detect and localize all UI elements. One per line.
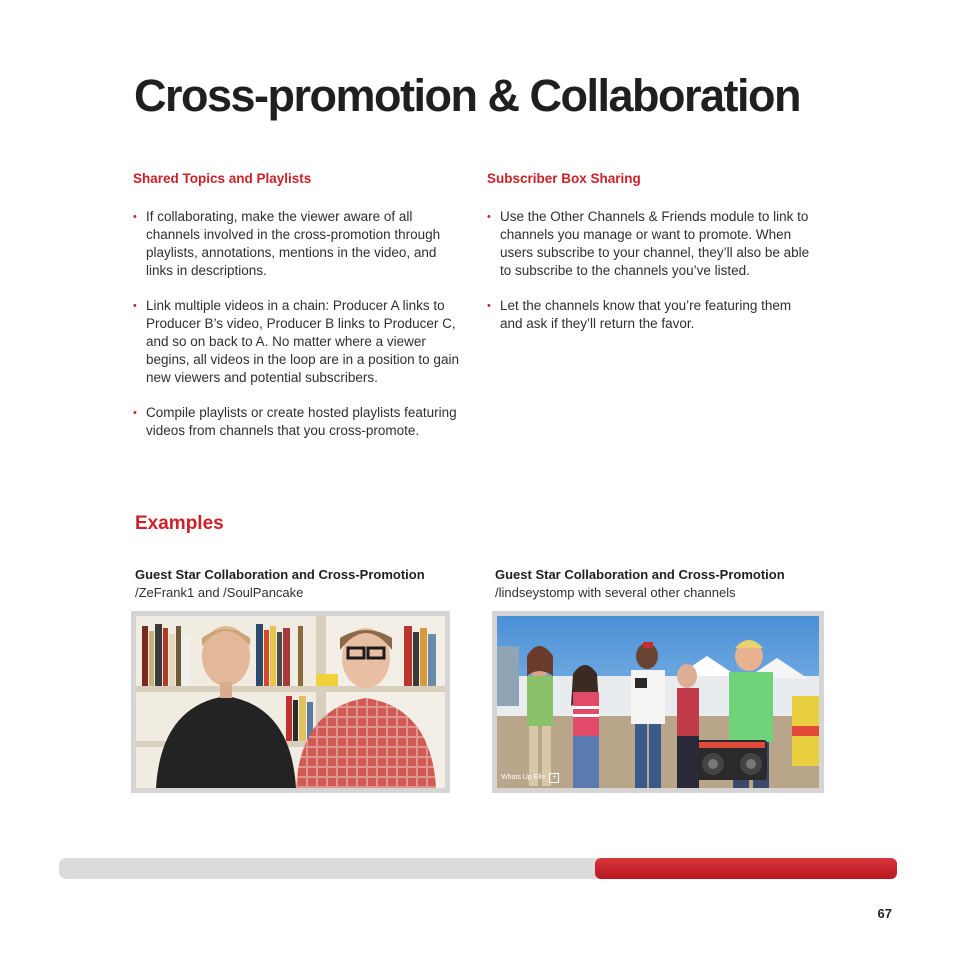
list-item bbox=[487, 208, 817, 280]
video-thumbnail-zefrank-soulpancake[interactable] bbox=[136, 616, 445, 788]
bullet-icon: • bbox=[133, 211, 137, 223]
subscriber-box-section bbox=[487, 171, 817, 350]
examples-heading: Examples bbox=[135, 513, 224, 534]
progress-bar-fill bbox=[595, 858, 897, 879]
shared-topics-list bbox=[133, 208, 463, 440]
progress-bar bbox=[59, 858, 897, 879]
bullet-icon: • bbox=[133, 407, 137, 419]
video-channel-overlay bbox=[501, 773, 559, 783]
list-item bbox=[487, 297, 817, 333]
example-caption-2 bbox=[495, 566, 835, 602]
subscriber-box-list bbox=[487, 208, 817, 333]
example-title: Guest Star Collaboration and Cross-Promotion bbox=[495, 567, 785, 582]
shared-topics-section bbox=[133, 171, 463, 457]
example-caption-1 bbox=[135, 566, 455, 602]
example-subtitle: /lindseystomp with several other channels bbox=[495, 585, 736, 600]
bullet-text: Compile playlists or create hosted playlists featuring videos from channels that you cross-promote. bbox=[146, 405, 457, 438]
bullet-icon: • bbox=[133, 300, 137, 312]
bullet-icon: • bbox=[487, 211, 491, 223]
list-item bbox=[133, 297, 463, 387]
bullet-icon: • bbox=[487, 300, 491, 312]
list-item bbox=[133, 404, 463, 440]
boardwalk-scene-illustration bbox=[497, 616, 819, 788]
bullet-text: If collaborating, make the viewer aware of all channels involved in the cross-promotion through playlists, annotations, mentions in the video, and links in descriptions. bbox=[146, 209, 441, 278]
video-thumbnail-lindseystomp[interactable] bbox=[497, 616, 819, 788]
example-title: Guest Star Collaboration and Cross-Promotion bbox=[135, 567, 425, 582]
example-image-frame-1 bbox=[131, 611, 450, 793]
bookshelf-scene-illustration bbox=[136, 616, 445, 788]
example-image-frame-2 bbox=[492, 611, 824, 793]
shared-topics-heading: Shared Topics and Playlists bbox=[133, 171, 312, 186]
overlay-channel-name: Whats Up Elle bbox=[501, 774, 546, 781]
bullet-text: Link multiple videos in a chain: Producer A links to Producer B’s video, Producer B links to Producer C, and so on back to A. No matter where a viewer begins, all videos in the loop are in a position to gain new viewers and potential subscribers. bbox=[146, 298, 459, 385]
bullet-text: Use the Other Channels & Friends module to link to channels you manage or want to promote. When users subscribe to your channel, they’ll also be able to subscribe to the channels you’ve listed. bbox=[500, 209, 810, 278]
page-title: Cross-promotion & Collaboration bbox=[134, 70, 800, 121]
subscriber-box-heading: Subscriber Box Sharing bbox=[487, 171, 641, 186]
subscribe-plus-icon[interactable]: + bbox=[549, 773, 559, 783]
bullet-text: Let the channels know that you’re featuring them and ask if they’ll return the favor. bbox=[500, 298, 792, 331]
example-subtitle: /ZeFrank1 and /SoulPancake bbox=[135, 585, 304, 600]
list-item bbox=[133, 208, 463, 280]
page-number: 67 bbox=[877, 906, 892, 921]
